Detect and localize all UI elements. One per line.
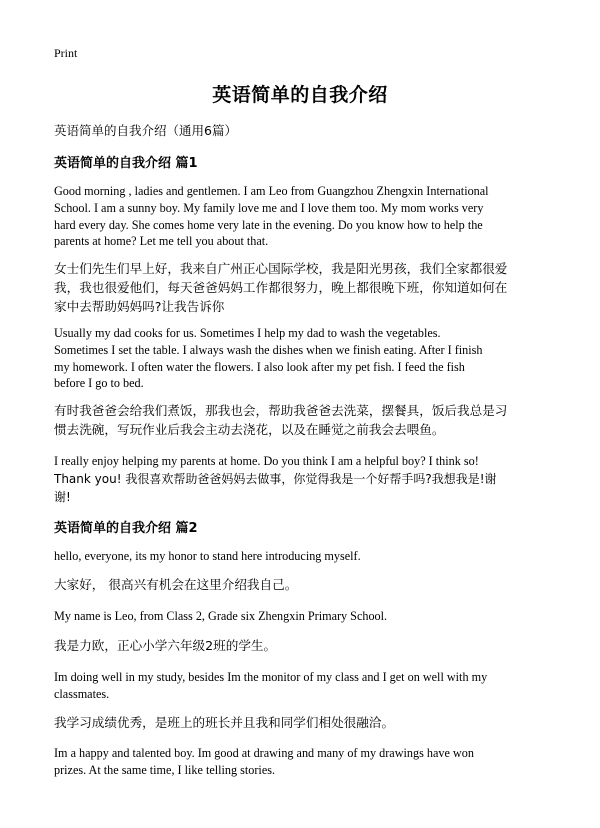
- text-line: prizes. At the same time, I like telling stories.: [54, 762, 276, 777]
- print-label[interactable]: Print: [54, 46, 78, 60]
- section-heading-1: 英语简单的自我介绍 篇1: [54, 156, 198, 171]
- text-line: 我学习成绩优秀，是班上的班长并且我和同学们相处很融洽。: [54, 715, 395, 730]
- text-line: 家中去帮助妈妈吗?让我告诉你: [54, 299, 225, 314]
- paragraph-1-5: [54, 452, 546, 506]
- text-line: 我，我也很爱他们，每天爸爸妈妈工作都很努力，晚上都很晚下班，你知道如何在: [54, 280, 508, 295]
- text-line: 女士们先生们早上好，我来自广州正心国际学校，我是阳光男孩，我们全家都很爱: [54, 261, 508, 276]
- page-subtitle: 英语简单的自我介绍（通用6篇）: [54, 123, 237, 138]
- paragraph-2-3: [54, 608, 546, 625]
- text-line: Im a happy and talented boy. Im good at drawing and many of my drawings have won: [54, 746, 474, 760]
- text-line: My name is Leo, from Class 2, Grade six Zhengxin Primary School.: [54, 609, 388, 623]
- text-line: I really enjoy helping my parents at home. Do you think I am a helpful boy? I think so!: [54, 454, 479, 468]
- text-line: 有时我爸爸会给我们煮饭，那我也会，帮助我爸爸去洗菜，摆餐具，饭后我总是习: [54, 403, 508, 418]
- section-heading-2: 英语简单的自我介绍 篇2: [54, 521, 198, 536]
- text-line: 惯去洗碗，写玩作业后我会主动去浇花，以及在睡觉之前我会去喂鱼。: [54, 422, 445, 437]
- text-line: my homework. I often water the flowers. I also look after my pet fish. I feed the fish: [54, 359, 465, 374]
- paragraph-1-1: [54, 183, 546, 250]
- text-line: hard every day. She comes home very late in the evening. Do you know how to help the: [54, 217, 483, 232]
- text-line: Thank you! 我很喜欢帮助爸爸妈妈去做事，你觉得我是一个好帮手吗?我想我是!谢: [54, 472, 497, 486]
- text-line: Im doing well in my study, besides Im the monitor of my class and I get on well with my: [54, 670, 488, 684]
- paragraph-2-1: [54, 548, 546, 565]
- text-line: 谢!: [54, 490, 71, 504]
- text-line: Usually my dad cooks for us. Sometimes I help my dad to wash the vegetables.: [54, 326, 441, 340]
- paragraph-2-4: [54, 636, 552, 655]
- page-title: 英语简单的自我介绍: [212, 84, 388, 106]
- text-line: School. I am a sunny boy. My family love me and I love them too. My mom works very: [54, 200, 484, 215]
- paragraph-1-3: [54, 325, 546, 392]
- paragraph-2-5: [54, 669, 546, 703]
- text-line: 大家好， 很高兴有机会在这里介绍我自己。: [54, 577, 298, 592]
- text-line: classmates.: [54, 686, 110, 701]
- text-line: Sometimes I set the table. I always wash the dishes when we finish eating. After I finish: [54, 342, 483, 357]
- text-line: 我是力欧，正心小学六年级2班的学生。: [54, 638, 277, 653]
- paragraph-1-4: [54, 401, 552, 439]
- paragraph-1-2: [54, 259, 552, 316]
- paragraph-2-6: [54, 713, 552, 732]
- paragraph-2-7: [54, 745, 546, 779]
- text-line: hello, everyone, its my honor to stand here introducing myself.: [54, 549, 361, 563]
- text-line: parents at home? Let me tell you about that.: [54, 234, 269, 249]
- text-line: Good morning , ladies and gentlemen. I am Leo from Guangzhou Zhengxin International: [54, 184, 489, 198]
- paragraph-2-2: [54, 575, 552, 594]
- text-line: before I go to bed.: [54, 376, 144, 391]
